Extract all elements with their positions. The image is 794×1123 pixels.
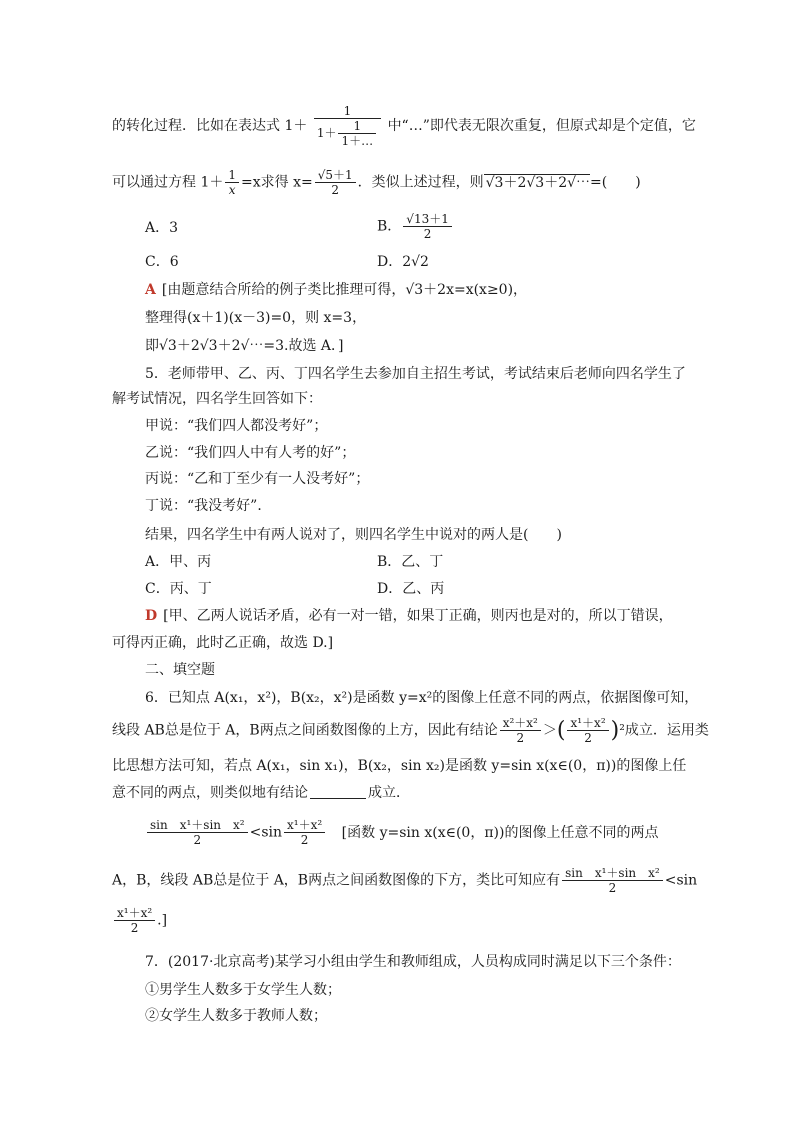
- text: ＞: [542, 722, 557, 739]
- text: .]: [157, 912, 168, 929]
- text: B．: [377, 218, 402, 235]
- text: 成立．: [368, 785, 410, 801]
- fraction: [500, 716, 541, 745]
- q6-line-1: 6．已知点 A(x₁，x²)，B(x₂，x²)是函数 y=x²的图像上任意不同的两点，依据图像可知，: [145, 690, 699, 706]
- q5-solution-line-2: 可得丙正确，此时乙正确，故选 D.]: [112, 635, 334, 651]
- fraction-numerator: 1: [225, 168, 239, 183]
- fraction-numerator: √5＋1: [315, 168, 356, 183]
- q6-solution-line-3: [112, 906, 167, 935]
- option-c: C．6: [145, 254, 179, 270]
- fraction-numerator: √13＋1: [403, 212, 452, 227]
- nested-radical: √3＋2√3＋2√⋯: [485, 174, 591, 191]
- fraction-numerator: x¹＋x²: [114, 906, 155, 921]
- fraction: [114, 906, 155, 935]
- fraction: [403, 212, 452, 241]
- text: 的转化过程．比如在表达式: [112, 118, 280, 134]
- right-paren: ): [610, 717, 620, 743]
- statement-ding: 丁说：“我没考好”．: [145, 498, 272, 514]
- fraction-numerator: 1: [314, 104, 381, 119]
- intro-line-1: [112, 104, 696, 148]
- text: [甲、乙两人说话矛盾，必有一对一错，如果丁正确，则丙也是对的，所以丁错误，: [163, 608, 673, 624]
- answer-letter: A: [145, 282, 156, 298]
- fraction-numerator: x²＋x²: [500, 716, 541, 731]
- text: ．类似上述过程，则: [357, 174, 484, 191]
- text: [由题意结合所给的例子类比推理可得，√3＋2x=x(x≥0)，: [161, 282, 528, 298]
- text: 意不同的两点，则类似地有结论: [112, 785, 308, 801]
- option-b: B．乙、丁: [377, 554, 444, 570]
- text: =x求得 x=: [241, 174, 313, 191]
- text: ²成立．运用类: [619, 722, 709, 739]
- statement-bing: 丙说：“乙和丁至少有一人没考好”；: [145, 471, 370, 487]
- q5-solution-line-1: [145, 606, 673, 626]
- fraction-denominator: 2: [608, 881, 617, 895]
- fraction-numerator: x¹＋x²: [567, 716, 608, 731]
- q6-line-3: 比思想方法可知，若点 A(x₁，sin x₁)，B(x₂，sin x₂)是函数 y=sin x(x∈(0，π))的图像上任: [112, 758, 687, 774]
- fraction: [567, 716, 608, 745]
- fraction-denominator: 2: [193, 833, 202, 847]
- fraction-denominator: [314, 119, 381, 148]
- q4-solution-line-3: 即√3＋2√3＋2√⋯=3.故选 A．]: [145, 338, 344, 354]
- text: A，B，线段 AB总是位于 A，B两点之间函数图像的下方，类比可知应有: [112, 872, 561, 889]
- fraction: [225, 168, 239, 197]
- fraction-numerator: sin x¹＋sin x²: [147, 818, 248, 833]
- text: 1＋: [284, 118, 308, 134]
- option-a: A．甲、丙: [145, 554, 212, 570]
- fraction-numerator: sin x¹＋sin x²: [562, 866, 663, 881]
- answer-blank: [310, 784, 366, 799]
- option-d: D．乙、丙: [377, 581, 445, 597]
- q7-condition-1: ①男学生人数多于女学生人数；: [145, 982, 341, 998]
- q5-stem-line-2: 解考试情况，四名学生回答如下：: [112, 391, 322, 407]
- fraction: [315, 168, 356, 197]
- fraction-denominator: 2: [300, 833, 309, 847]
- q7-condition-2: ②女学生人数多于教师人数；: [145, 1008, 327, 1024]
- text: 线段 AB总是位于 A，B两点之间函数图像的上方，因此有结论: [112, 722, 498, 739]
- fraction-denominator: 2: [423, 227, 432, 241]
- fraction-numerator: x¹＋x²: [284, 818, 325, 833]
- fraction-denominator: x: [228, 183, 236, 197]
- text: <sin: [664, 872, 698, 889]
- option-b: [377, 212, 454, 241]
- answer-letter: D: [145, 608, 158, 624]
- text: 中“…”即代表无限次重复，但原式却是个定值，它: [387, 118, 696, 134]
- statement-yi: 乙说：“我们四人中有人考的好”；: [145, 445, 356, 461]
- q6-answer-line: [145, 818, 658, 847]
- fraction-denominator: 2: [130, 921, 139, 935]
- q5-question: 结果，四名学生中有两人说对了，则四名学生中说对的两人是( ): [145, 527, 562, 543]
- q5-stem-line-1: 5．老师带甲、乙、丙、丁四名学生去参加自主招生考试，考试结束后老师向四名学生了: [145, 366, 686, 382]
- q4-solution-line-1: [145, 280, 527, 300]
- fraction: [284, 818, 325, 847]
- text: <sin: [249, 824, 283, 841]
- statement-jia: 甲说：“我们四人都没考好”；: [145, 418, 328, 434]
- q6-line-2: [112, 716, 709, 745]
- option-d: D．2√2: [377, 254, 429, 270]
- section-heading: 二、填空题: [145, 662, 215, 678]
- fraction-denominator: 1＋…: [341, 134, 374, 148]
- text: 1＋: [316, 126, 337, 140]
- q6-line-4: [112, 783, 410, 803]
- fraction: [147, 818, 248, 847]
- fraction-denominator: 2: [516, 731, 525, 745]
- text: 可以通过方程 1＋: [112, 174, 224, 191]
- q6-solution-line-2: [112, 866, 697, 895]
- option-c: C．丙、丁: [145, 581, 212, 597]
- text: [函数 y=sin x(x∈(0，π))的图像上任意不同的两点: [341, 824, 659, 841]
- fraction-denominator: 2: [331, 183, 339, 197]
- fraction-numerator: 1: [338, 119, 376, 134]
- continued-fraction: [314, 104, 381, 148]
- q4-solution-line-2: 整理得(x＋1)(x－3)=0，则 x=3，: [145, 310, 367, 326]
- option-a: A．3: [145, 220, 179, 236]
- left-paren: (: [556, 717, 566, 743]
- text: =( ): [590, 174, 641, 191]
- q7-line-1: 7．(2017·北京高考)某学习小组由学生和教师组成，人员构成同时满足以下三个条件：: [145, 954, 681, 970]
- inner-fraction: [338, 119, 376, 148]
- fraction-denominator: 2: [584, 731, 592, 745]
- fraction: [562, 866, 663, 895]
- intro-line-2: [112, 168, 641, 197]
